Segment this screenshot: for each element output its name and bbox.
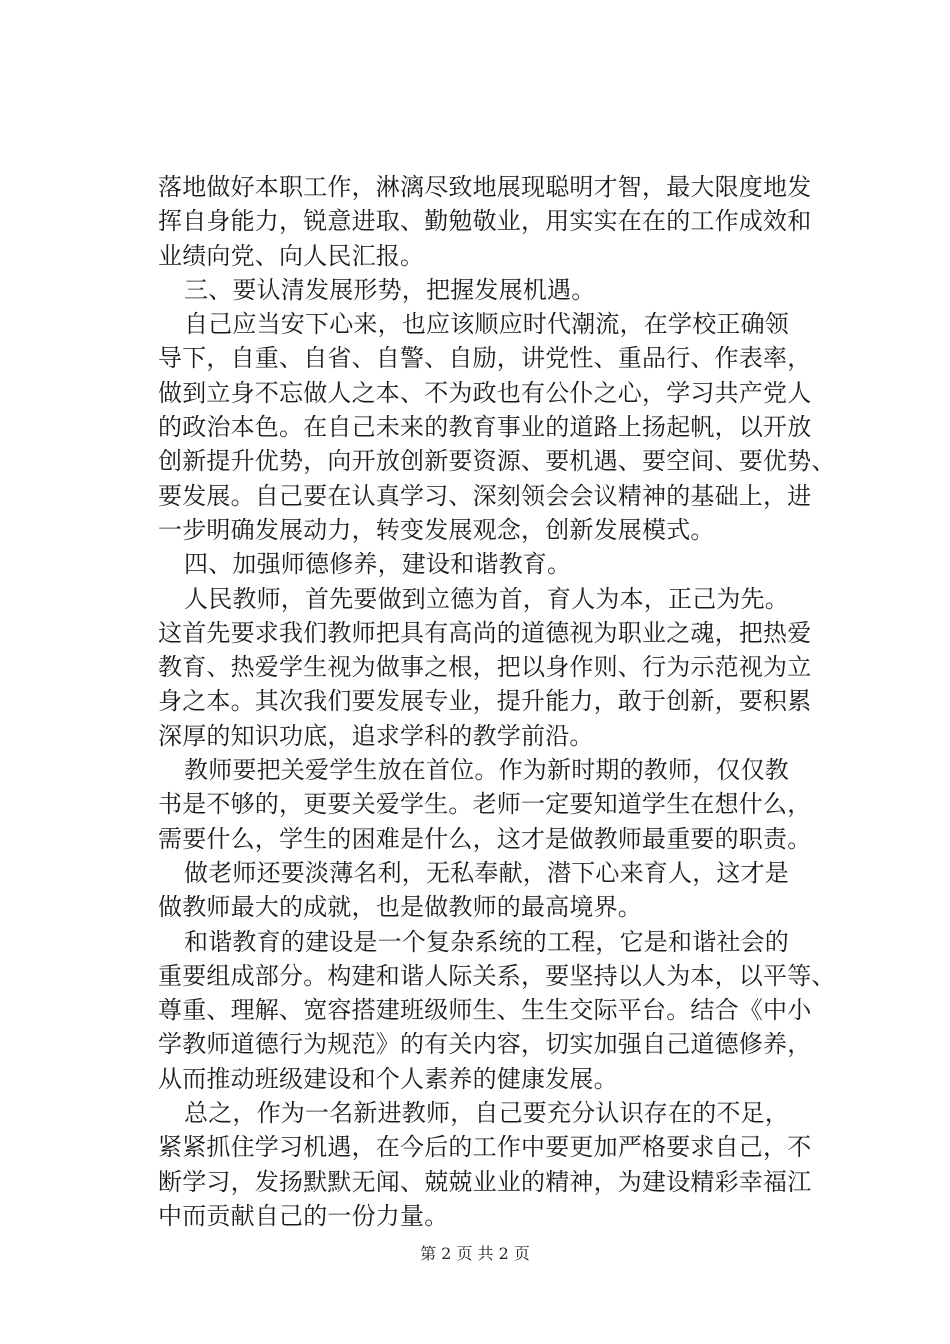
- page-footer: [0, 1244, 950, 1264]
- text-line: 业绩向党、向人民汇报。: [158, 241, 425, 270]
- text-line: 做教师最大的成就，也是做教师的最高境界。: [158, 893, 642, 922]
- text-line: 做到立身不忘做人之本、不为政也有公仆之心，学习共产党人: [158, 378, 812, 407]
- text-line: 身之本。其次我们要发展专业，提升能力，敢于创新，要积累: [158, 687, 812, 716]
- text-line: 创新提升优势，向开放创新要资源、要机遇、要空间、要优势、: [158, 447, 836, 476]
- body-text: [158, 170, 836, 1233]
- section-heading: 三、要认清发展形势，把握发展机遇。: [184, 275, 596, 304]
- text-line: 要发展。自己要在认真学习、深刻领会会议精神的基础上，进: [158, 481, 812, 510]
- text-line: 导下，自重、自省、自警、自励，讲党性、重品行、作表率，: [158, 344, 812, 373]
- text-line: 教育、热爱学生视为做事之根，把以身作则、行为示范视为立: [158, 653, 812, 682]
- text-line: 的政治本色。在自己未来的教育事业的道路上扬起帆，以开放: [158, 413, 812, 442]
- text-line: 教师要把关爱学生放在首位。作为新时期的教师，仅仅教: [184, 756, 789, 785]
- text-line: 紧紧抓住学习机遇，在今后的工作中要更加严格要求自己，不: [158, 1133, 812, 1162]
- text-line: 断学习，发扬默默无闻、兢兢业业的精神，为建设精彩幸福江: [158, 1167, 812, 1196]
- text-line: 从而推动班级建设和个人素养的健康发展。: [158, 1064, 618, 1093]
- text-line: 重要组成部分。构建和谐人际关系，要坚持以人为本，以平等、: [158, 961, 836, 990]
- text-line: 一步明确发展动力，转变发展观念，创新发展模式。: [158, 515, 715, 544]
- text-line: 做老师还要淡薄名利，无私奉献，潜下心来育人，这才是: [184, 858, 789, 887]
- text-line: 深厚的知识功底，追求学科的教学前沿。: [158, 721, 594, 750]
- text-line: 需要什么，学生的困难是什么，这才是做教师最重要的职责。: [158, 824, 812, 853]
- text-line: 总之，作为一名新进教师，自己要充分认识存在的不足，: [184, 1099, 789, 1128]
- text-line: 人民教师，首先要做到立德为首，育人为本，正己为先。: [184, 584, 789, 613]
- text-line: 落地做好本职工作，淋漓尽致地展现聪明才智，最大限度地发: [158, 173, 812, 201]
- text-line: 挥自身能力，锐意进取、勤勉敬业，用实实在在的工作成效和: [158, 207, 812, 236]
- text-line: 中而贡献自己的一份力量。: [158, 1201, 449, 1230]
- text-line: 书是不够的，更要关爱学生。老师一定要知道学生在想什么，: [158, 790, 812, 819]
- text-line: 自己应当安下心来，也应该顺应时代潮流，在学校正确领: [184, 310, 789, 339]
- text-line: 和谐教育的建设是一个复杂系统的工程，它是和谐社会的: [184, 927, 789, 956]
- section-heading: 四、加强师德修养，建设和谐教育。: [184, 550, 572, 579]
- text-line: 这首先要求我们教师把具有高尚的道德视为职业之魂，把热爱: [158, 618, 812, 647]
- text-line: 尊重、理解、宽容搭建班级师生、生生交际平台。结合《中小: [158, 996, 812, 1025]
- page-number-label: 第 2 页 共 2 页: [420, 1244, 530, 1263]
- text-line: 学教师道德行为规范》的有关内容，切实加强自己道德修养，: [158, 1030, 812, 1059]
